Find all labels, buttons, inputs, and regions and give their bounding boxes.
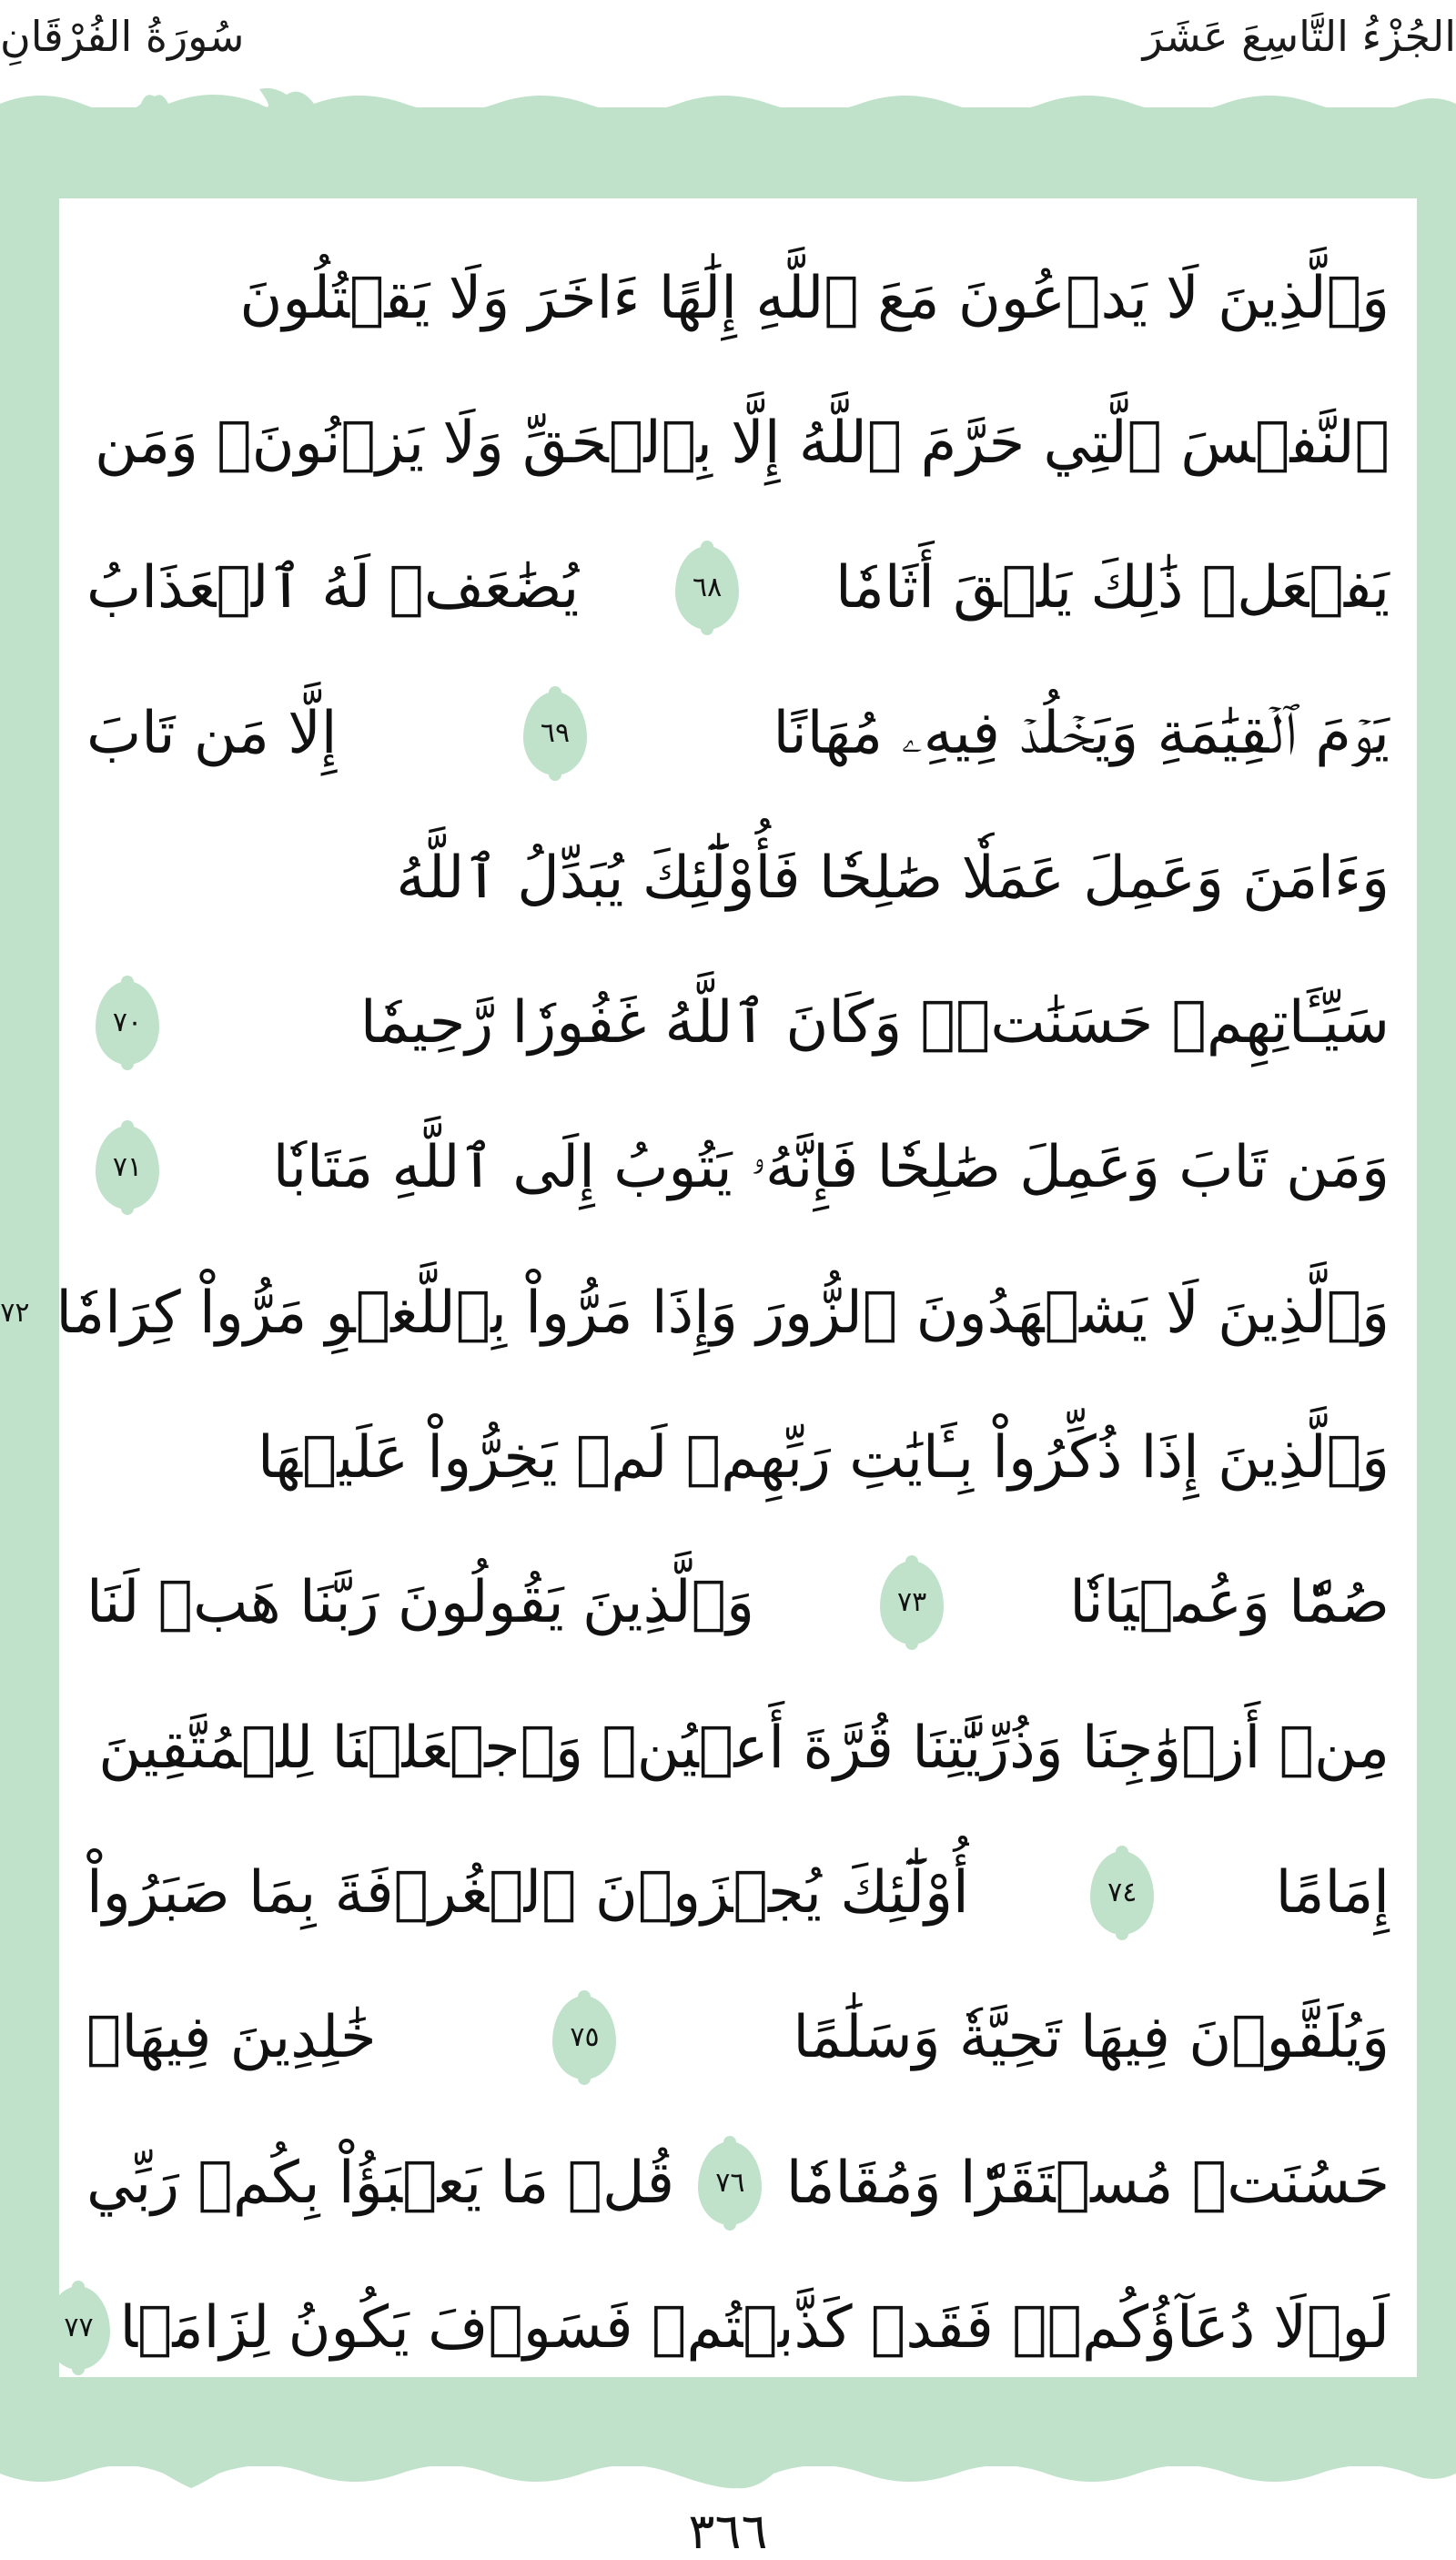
line-text: أُوْلَٰٓئِكَ يُجۡزَوۡنَ ٱلۡغُرۡفَةَ بِمَا صَبَرُواْ [86,1858,969,1927]
verse-marker-icon: ٧٥ [552,1996,616,2079]
line-text: سَيِّـَٔاتِهِمۡ حَسَنَٰتٖۗ وَكَانَ ٱللَّهُ غَفُورٗا رَّحِيمٗا [359,989,1390,1057]
line-text: خَٰلِدِينَ فِيهَاۚ [86,2004,377,2072]
verse-marker-icon: ٧٣ [880,1561,944,1644]
verse-marker-icon: ٧٤ [1090,1851,1154,1935]
line-text: وَٱلَّذِينَ إِذَا ذُكِّرُواْ بِـَٔايَٰتِ رَبِّهِمۡ لَمۡ يَخِرُّواْ عَلَيۡهَا [257,1424,1390,1492]
line-text: حَسُنَتۡ مُسۡتَقَرّٗا وَمُقَامٗا [785,2149,1390,2217]
line-text: ٱلنَّفۡسَ ٱلَّتِي حَرَّمَ ٱللَّهُ إِلَّا بِٱلۡحَقِّ وَلَا يَزۡنُونَۚ وَمَن [94,409,1390,477]
line-text: وَٱلَّذِينَ يَقُولُونَ رَبَّنَا هَبۡ لَنَا [86,1569,754,1637]
text-line [86,2110,1390,2255]
juz-title: الجُزْءُ التَّاسِعَ عَشَرَ [1142,12,1456,61]
verse-marker-icon: ٧٠ [96,981,159,1065]
text-line [86,370,1390,515]
text-line [86,1820,1390,1965]
verse-marker-icon: ٧٢ [0,1271,46,1355]
text-line [86,1675,1390,1820]
surah-title: سُورَةُ الفُرْقَانِ [0,12,245,61]
text-line [0,1240,1390,1385]
line-text: يَفۡعَلۡ ذَٰلِكَ يَلۡقَ أَثَامٗا [835,554,1390,622]
line-text: قُلۡ مَا يَعۡبَؤُاْ بِكُمۡ رَبِّي [86,2149,675,2217]
line-text: يُضَٰعَفۡ لَهُ ٱلۡعَذَابُ [86,554,580,622]
line-text: مِنۡ أَزۡوَٰجِنَا وَذُرِّيَّٰتِنَا قُرَّةَ أَعۡيُنٖ وَٱجۡعَلۡنَا لِلۡمُتَّقِينَ [98,1714,1390,1782]
text-line [86,1096,1390,1240]
text-line [86,661,1390,805]
line-text: يَوۡمَ ٱلۡقِيَٰمَةِ وَيَخۡلُدۡ فِيهِۦ مُهَانًا [773,699,1390,767]
text-line [86,1385,1390,1530]
page-number: ٣٦٦ [688,2503,768,2560]
text-line [86,950,1390,1095]
line-text: وَيُلَقَّوۡنَ فِيهَا تَحِيَّةٗ وَسَلَٰمًا [793,2004,1390,2072]
text-line [86,226,1390,370]
text-line [86,516,1390,661]
text-line [64,2255,1390,2400]
text-line [86,805,1390,950]
verse-marker-icon: ٧٧ [46,2286,110,2370]
frame-scallop-bottom [0,2454,1456,2490]
verse-marker-icon: ٦٨ [675,546,739,630]
verse-marker-icon: ٦٩ [523,692,587,775]
text-line [86,1531,1390,1675]
line-text: إِلَّا مَن تَابَ [86,699,338,767]
line-text: لَوۡلَا دُعَآؤُكُمۡۖ فَقَدۡ كَذَّبۡتُمۡ فَسَوۡفَ يَكُونُ لِزَامَۢا [119,2293,1390,2362]
verse-lines [0,226,1390,2400]
verse-marker-icon: ٧١ [96,1126,159,1209]
line-text: وَٱلَّذِينَ لَا يَدۡعُونَ مَعَ ٱللَّهِ إِلَٰهًا ءَاخَرَ وَلَا يَقۡتُلُونَ [239,264,1390,332]
page-header [0,0,1456,91]
line-text: وَمَن تَابَ وَعَمِلَ صَٰلِحٗا فَإِنَّهُۥ يَتُوبُ إِلَى ٱللَّهِ مَتَابٗا [272,1134,1390,1202]
text-line [86,1966,1390,2110]
line-text: وَٱلَّذِينَ لَا يَشۡهَدُونَ ٱلزُّورَ وَإِذَا مَرُّواْ بِٱللَّغۡوِ مَرُّواْ كِرَامٗا [56,1279,1390,1347]
line-text: وَءَامَنَ وَعَمِلَ عَمَلٗا صَٰلِحٗا فَأُوْلَٰٓئِكَ يُبَدِّلُ ٱللَّهُ [396,844,1390,912]
text-panel [0,198,1417,2377]
line-text: صُمّٗا وَعُمۡيَانٗا [1069,1569,1390,1637]
line-text: إِمَامًا [1275,1858,1390,1927]
verse-marker-icon: ٧٦ [698,2141,762,2225]
